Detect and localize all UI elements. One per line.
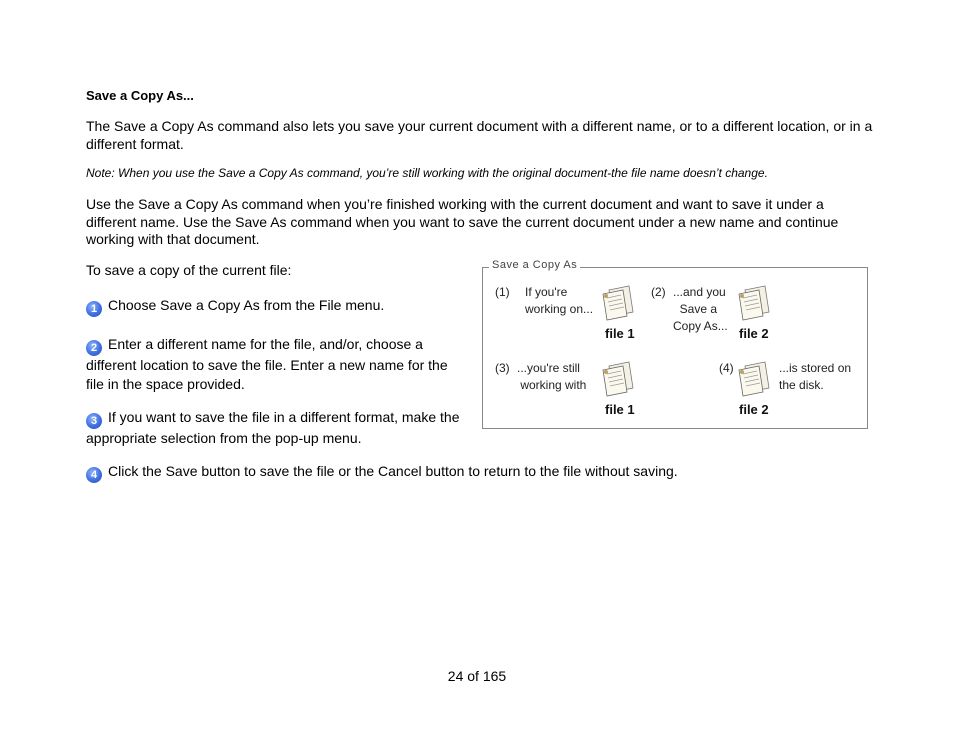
section-heading: Save a Copy As...	[86, 88, 194, 103]
panel-2-caption: ...and you Save a Copy As...	[673, 285, 728, 333]
intro-paragraph: The Save a Copy As command also lets you save your current document with a different name, or to a different location, or in a different format.	[86, 118, 873, 152]
step-text: Enter a different name for the file, and/or, choose a different location to save the file. Enter a new name for the file in the space provided.	[86, 336, 448, 392]
panel-4-label: file 2	[739, 402, 769, 417]
panel-4-number: (4)	[719, 361, 734, 375]
step-number-icon: 3	[86, 413, 102, 429]
page-number: 24 of 165	[447, 668, 507, 684]
figure-title: Save a Copy As	[489, 259, 580, 271]
document-icon	[599, 358, 635, 398]
step-1	[86, 296, 466, 317]
panel-3-label: file 1	[605, 402, 635, 417]
document-icon	[735, 358, 771, 398]
note-text: Note: When you use the Save a Copy As command, you’re still working with the original document-the file name doesn’t change.	[86, 166, 768, 180]
step-3	[86, 408, 466, 448]
step-text: Choose Save a Copy As from the File menu.	[108, 297, 385, 313]
step-text: If you want to save the file in a different format, make the appropriate selection from the pop-up menu.	[86, 409, 460, 446]
step-number-icon: 4	[86, 467, 102, 483]
panel-3-caption: ...you're still working with	[517, 361, 587, 392]
usage-paragraph: Use the Save a Copy As command when you’re finished working with the current document and want to save it under a different name. Use the Save As command when you want to save the current document under a new name and continue working with that document.	[86, 196, 839, 247]
save-copy-figure	[482, 259, 868, 429]
panel-2-number: (2)	[651, 285, 666, 299]
document-icon	[735, 282, 771, 322]
step-number-icon: 2	[86, 340, 102, 356]
document-icon	[599, 282, 635, 322]
step-2	[86, 335, 466, 393]
panel-1-label: file 1	[605, 326, 635, 341]
step-text: Click the Save button to save the file or the Cancel button to return to the file without saving.	[108, 463, 678, 479]
panel-3-number: (3)	[495, 361, 510, 375]
panel-1-number: (1)	[495, 285, 510, 299]
step-4	[86, 462, 876, 483]
steps-intro: To save a copy of the current file:	[86, 262, 292, 278]
panel-4-caption: ...is stored on the disk.	[779, 361, 852, 392]
panel-1-caption: If you're working on...	[525, 285, 594, 316]
step-number-icon: 1	[86, 301, 102, 317]
panel-2-label: file 2	[739, 326, 769, 341]
